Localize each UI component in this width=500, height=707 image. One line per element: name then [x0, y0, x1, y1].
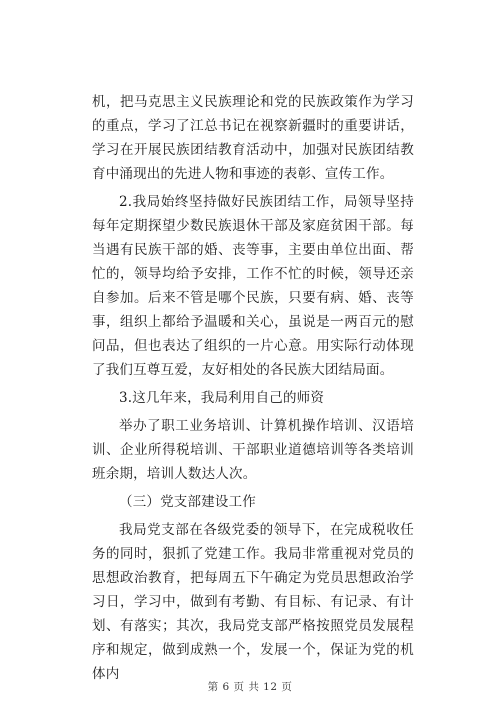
- document-body: [92, 90, 414, 686]
- paragraph-5: 我局党支部在各级党委的领导下，在完成税收任务的同时，狠抓了党建工作。我局非常重视对党员的思想政治教育，把每周五下午确定为党员思想政治学习日，学习中，做到有考勤、有目标、有记录、有计划、有落实；其次，我局党支部严格按照党员发展程序和规定，做到成熟一个，发展一个，保证为党的机体内: [92, 522, 414, 682]
- paragraph-3: 3.这几年来，我局利用自己的师资: [119, 390, 325, 406]
- page-number-footer: 第 6 页 共 12 页: [207, 681, 293, 693]
- section-heading: （三）党支部建设工作: [119, 494, 256, 510]
- paragraph-2: 2.我局始终坚持做好民族团结工作，局领导坚持每年定期探望少数民族退休干部及家庭贫困干部。每当遇有民族干部的婚、丧等事，主要由单位出面、帮忙的，领导均给予安排，工作不忙的时候，领导还亲自参加。后来不管是哪个民族，只要有病、婚、丧等事，组织上都给予温暖和关心，虽说是一两百元的慰问品，但也表达了组织的一片心意。用实际行动体现了我们互尊互爱，友好相处的各民族大团结局面。: [92, 194, 414, 378]
- paragraph-1: 机，把马克思主义民族理论和党的民族政策作为学习的重点，学习了江总书记在视察新疆时的重要讲话，学习在开展民族团结教育活动中，加强对民族团结教育中涌现出的先进人物和事迹的表彰、宣传工作。: [92, 94, 414, 182]
- paragraph-4: 举办了职工业务培训、计算机操作培训、汉语培训、企业所得税培训、干部职业道德培训等各类培训班余期，培训人数达人次。: [92, 418, 414, 482]
